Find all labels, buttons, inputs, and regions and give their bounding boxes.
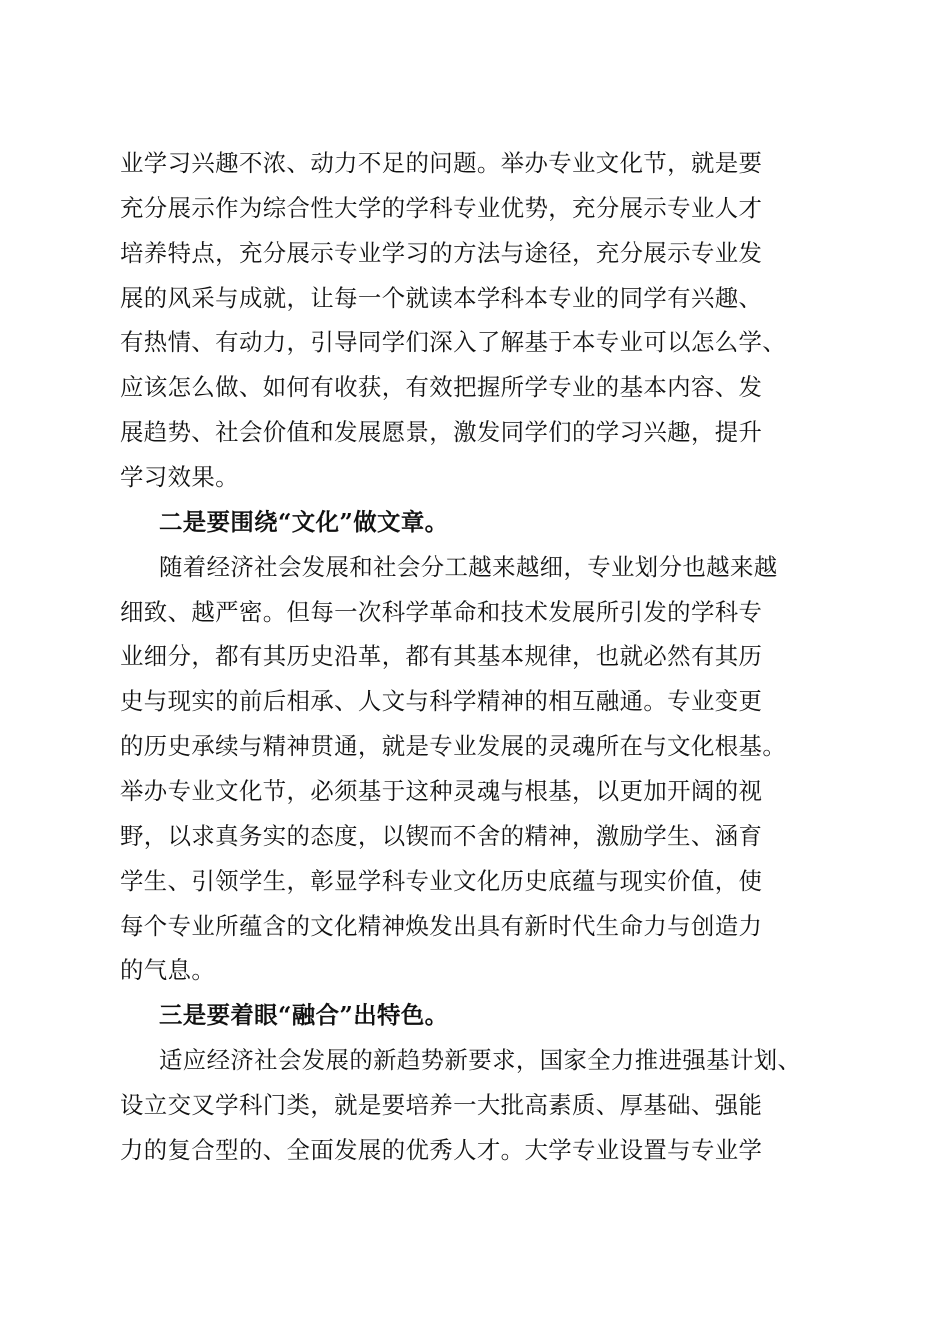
- paragraph-2-line-7: 野，以求真务实的态度，以锲而不舍的精神，激励学生、涵育: [120, 822, 763, 850]
- paragraph-1-line-3: 培养特点，充分展示专业学习的方法与途径，充分展示专业发: [120, 239, 763, 267]
- section-heading-integration: 三是要着眼“融合”出特色。: [159, 1001, 449, 1029]
- paragraph-2-line-10: 的气息。: [120, 956, 216, 984]
- paragraph-1-line-1: 业学习兴趣不浓、动力不足的问题。举办专业文化节，就是要: [120, 149, 763, 177]
- paragraph-2-line-9: 每个专业所蕴含的文化精神焕发出具有新时代生命力与创造力: [120, 912, 763, 940]
- paragraph-1-line-2: 充分展示作为综合性大学的学科专业优势，充分展示专业人才: [120, 194, 763, 222]
- paragraph-2-line-5: 的历史承续与精神贯通，就是专业发展的灵魂所在与文化根基。: [120, 732, 787, 760]
- paragraph-2-line-4: 史与现实的前后相承、人文与科学精神的相互融通。专业变更: [120, 687, 763, 715]
- paragraph-1-line-7: 展趋势、社会价值和发展愿景，激发同学们的学习兴趣，提升: [120, 418, 763, 446]
- section-heading-culture: 二是要围绕“文化”做文章。: [159, 508, 449, 536]
- paragraph-3-line-3: 力的复合型的、全面发展的优秀人才。大学专业设置与专业学: [120, 1136, 763, 1164]
- paragraph-1-line-4: 展的风采与成就，让每一个就读本学科本专业的同学有兴趣、: [120, 284, 763, 312]
- paragraph-1-line-8: 学习效果。: [120, 463, 239, 491]
- paragraph-1-line-5: 有热情、有动力，引导同学们深入了解基于本专业可以怎么学、: [120, 328, 787, 356]
- paragraph-2-line-3: 业细分，都有其历史沿革，都有其基本规律，也就必然有其历: [120, 642, 763, 670]
- paragraph-3-line-1: 适应经济社会发展的新趋势新要求，国家全力推进强基计划、: [159, 1046, 802, 1074]
- paragraph-2-line-1: 随着经济社会发展和社会分工越来越细，专业划分也越来越: [159, 553, 778, 581]
- paragraph-2-line-8: 学生、引领学生，彰显学科专业文化历史底蕴与现实价值，使: [120, 867, 763, 895]
- paragraph-1-line-6: 应该怎么做、如何有收获，有效把握所学专业的基本内容、发: [120, 373, 763, 401]
- paragraph-2-line-6: 举办专业文化节，必须基于这种灵魂与根基，以更加开阔的视: [120, 777, 763, 805]
- paragraph-2-line-2: 细致、越严密。但每一次科学革命和技术发展所引发的学科专: [120, 598, 763, 626]
- paragraph-3-line-2: 设立交叉学科门类，就是要培养一大批高素质、厚基础、强能: [120, 1091, 763, 1119]
